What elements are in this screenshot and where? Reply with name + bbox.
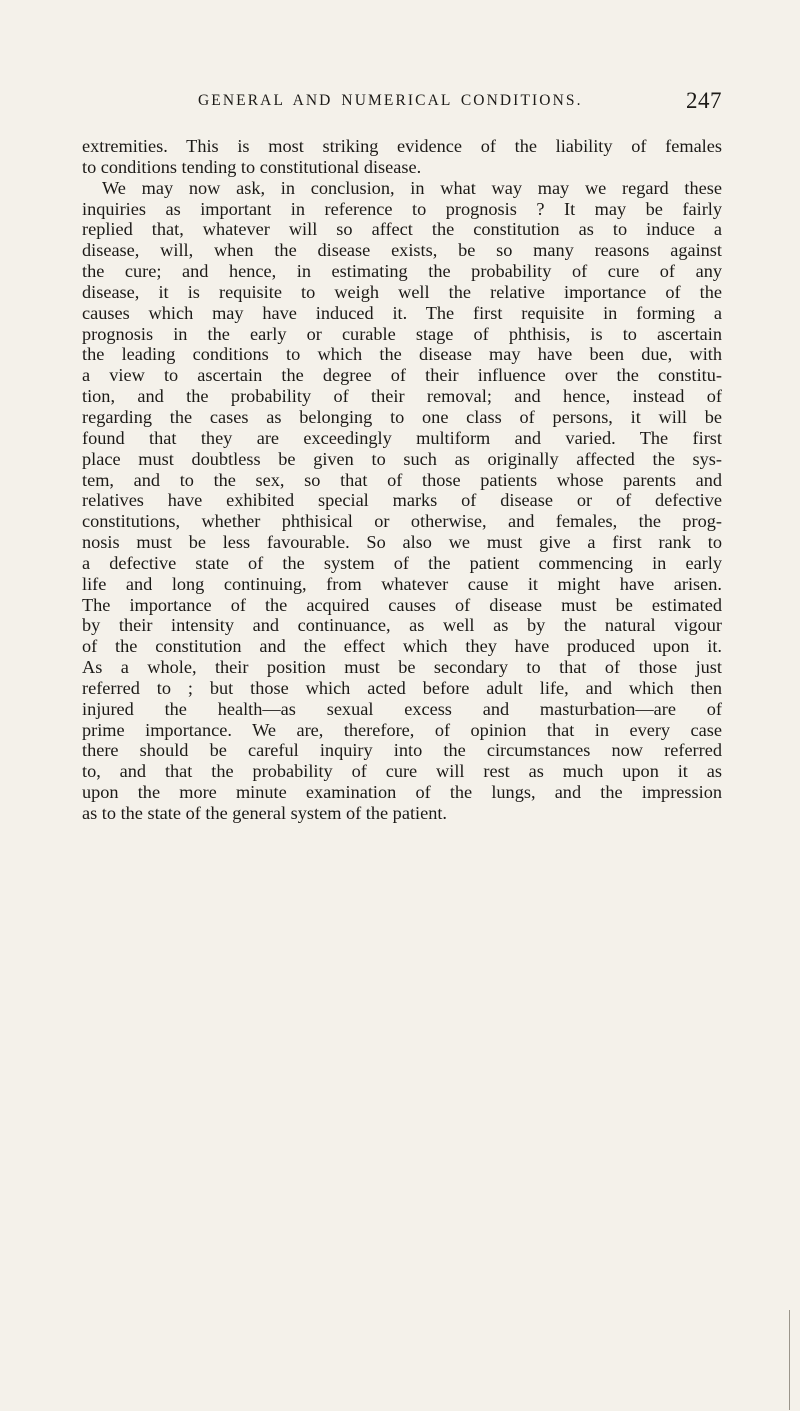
text-line: injured the health—as sexual excess and masturbation—are of <box>82 698 722 719</box>
text-line: inquiries as important in reference to prognosis ? It may be fairly <box>82 198 722 219</box>
text-line: to conditions tending to constitutional disease. <box>82 156 422 177</box>
text-line: causes which may have induced it. The first requisite in forming a <box>82 302 722 323</box>
text-line: as to the state of the general system of the patient. <box>82 803 448 823</box>
text-line: regarding the cases as belonging to one class of persons, it will be <box>82 406 722 427</box>
text-line: As a whole, their position must be secondary to that of those just <box>82 657 722 678</box>
body-text <box>82 136 722 824</box>
text-line: to, and that the probability of cure will rest as much upon it as <box>82 761 722 782</box>
text-line: upon the more minute examination of the lungs, and the impression <box>82 782 722 803</box>
text-line: replied that, whatever will so affect the constitution as to induce a <box>82 219 722 240</box>
text-line: tem, and to the sex, so that of those patients whose parents and <box>82 469 722 490</box>
text-line: by their intensity and continuance, as well as by the natural vigour <box>82 615 722 636</box>
text-line: place must doubtless be given to such as originally affected the sys- <box>82 448 722 469</box>
text-line: the cure; and hence, in estimating the probability of cure of any <box>82 261 722 282</box>
text-line: relatives have exhibited special marks of disease or of defective <box>82 490 722 511</box>
text-line: extremities. This is most striking evidence of the liability of females <box>82 136 722 156</box>
text-line: there should be careful inquiry into the circumstances now referred <box>82 740 722 761</box>
text-line: referred to ; but those which acted before adult life, and which then <box>82 677 722 698</box>
text-line: found that they are exceedingly multiform and varied. The first <box>82 427 722 448</box>
text-line: a defective state of the system of the patient commencing in early <box>82 552 722 573</box>
text-line: a view to ascertain the degree of their influence over the constitu- <box>82 365 722 386</box>
running-head: GENERAL AND NUMERICAL CONDITIONS. <box>198 92 583 109</box>
text-line: tion, and the probability of their removal; and hence, instead of <box>82 386 722 407</box>
text-line: nosis must be less favourable. So also we must give a first rank to <box>82 532 722 553</box>
text-line: constitutions, whether phthisical or otherwise, and females, the prog- <box>82 511 722 532</box>
page-header <box>198 90 722 120</box>
text-line: life and long continuing, from whatever cause it might have arisen. <box>82 573 722 594</box>
text-line: We may now ask, in conclusion, in what way may we regard these <box>102 177 722 198</box>
text-line: prime importance. We are, therefore, of opinion that in every case <box>82 719 722 740</box>
text-line: prognosis in the early or curable stage of phthisis, is to ascertain <box>82 323 722 344</box>
text-line: disease, will, when the disease exists, be so many reasons against <box>82 240 722 261</box>
text-line: The importance of the acquired causes of disease must be estimated <box>82 594 722 615</box>
text-line: of the constitution and the effect which they have produced upon it. <box>82 636 722 657</box>
text-line: disease, it is requisite to weigh well the relative importance of the <box>82 281 722 302</box>
page-edge-line <box>789 1310 790 1410</box>
page-number: 247 <box>686 88 722 113</box>
text-line: the leading conditions to which the disease may have been due, with <box>82 344 722 365</box>
